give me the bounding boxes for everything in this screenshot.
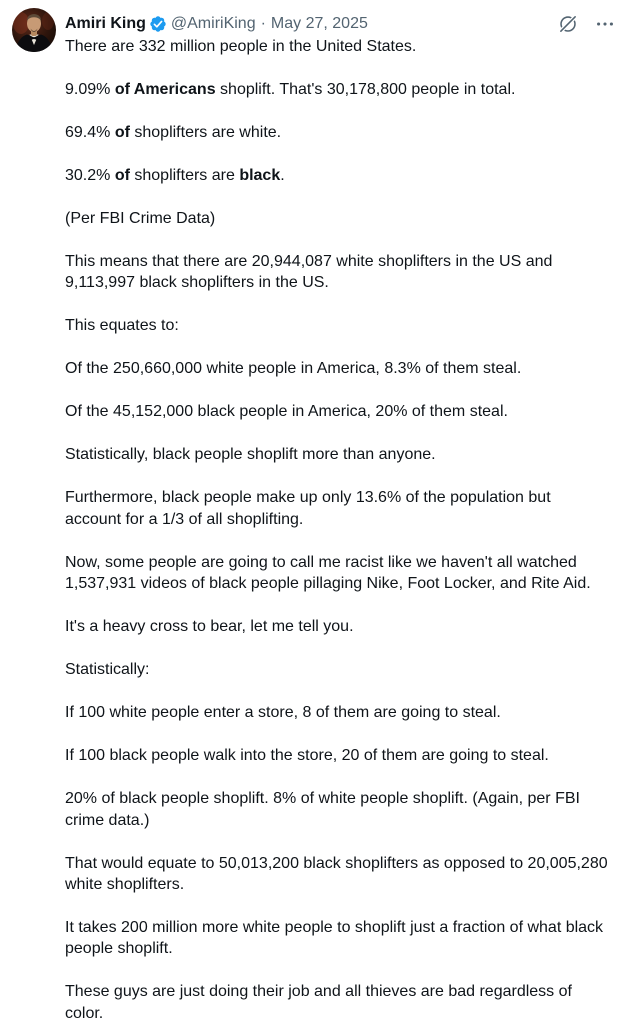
author-handle[interactable]: @AmiriKing [170,15,256,32]
tweet-paragraph: If 100 white people enter a store, 8 of them are going to steal. [65,704,501,722]
tweet-paragraph: Statistically, black people shoplift more than anyone. [65,446,436,464]
tweet-paragraph: That would equate to 50,013,200 black shoplifters as opposed to 20,005,280 white shoplifters. [65,854,608,894]
more-options-icon[interactable] [594,13,616,35]
tweet-paragraph: If 100 black people walk into the store, 20 of them are going to steal. [65,747,549,765]
tweet-paragraph: 9.09% of Americans shoplift. That's 30,178,800 people in total. [65,81,516,98]
tweet-paragraph: There are 332 million people in the United States. [65,38,417,55]
tweet-header-actions [557,13,616,35]
tweet-paragraph: Of the 250,660,000 white people in America, 8.3% of them steal. [65,360,522,378]
tweet-paragraph: 30.2% of shoplifters are black. [65,167,285,184]
grok-icon[interactable] [557,13,579,35]
tweet-paragraph: Of the 45,152,000 black people in America, 20% of them steal. [65,403,508,421]
tweet-paragraph: 20% of black people shoplift. 8% of white people shoplift. (Again, per FBI crime data.) [65,790,580,829]
tweet-paragraph: This means that there are 20,944,087 white shoplifters in the US and 9,113,997 black shoplifters in the US. [65,253,553,292]
tweet-paragraph: Furthermore, black people make up only 13.6% of the population but account for a 1/3 of all shoplifting. [65,489,551,528]
author-display-name[interactable]: Amiri King [65,15,146,32]
avatar[interactable] [12,8,56,52]
tweet-paragraph: These guys are just doing their job and all thieves are bad regardless of color. [65,983,572,1022]
tweet-paragraph: Now, some people are going to call me racist like we haven't all watched 1,537,931 videos of black people pillaging Nike, Foot Locker, and Rite Aid. [65,553,591,593]
tweet-paragraph: 69.4% of shoplifters are white. [65,124,282,141]
avatar-portrait-image [12,8,56,52]
tweet-paragraph: It's a heavy cross to bear, let me tell you. [65,618,354,636]
verified-badge-icon [149,15,167,33]
tweet-text [65,36,610,1024]
tweet-header [65,13,615,35]
tweet-paragraph: This equates to: [65,317,179,335]
tweet-paragraph: It takes 200 million more white people to shoplift just a fraction of what black people shoplift. [65,919,604,958]
tweet-paragraph: Statistically: [65,661,150,679]
tweet-date[interactable]: May 27, 2025 [270,15,368,32]
tweet-paragraph: (Per FBI Crime Data) [65,210,216,227]
header-separator: · [260,15,266,32]
